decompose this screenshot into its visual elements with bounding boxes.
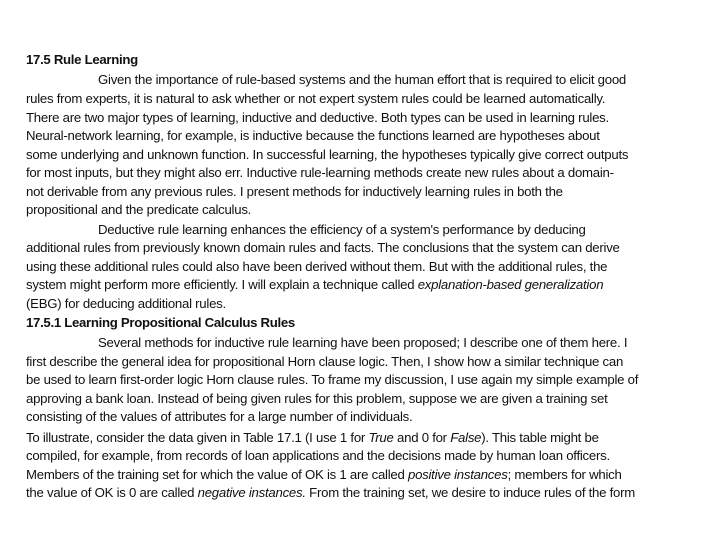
text-line — [26, 466, 622, 484]
text-span: Members of the training set for which the value of OK is 1 are called — [26, 467, 408, 482]
italic-term: explanation-based generalization — [417, 277, 604, 292]
text-line: using these additional rules could also have been derived without them. But with the additional rules, the — [26, 259, 608, 274]
text-line: propositional and the predicate calculus. — [26, 202, 252, 217]
text-span: ). This table might be — [481, 430, 599, 445]
text-span: system might perform more efficiently. I will explain a technique called — [26, 277, 418, 292]
text-line: Given the importance of rule-based systems and the human effort that is required to elicit good — [98, 72, 626, 87]
italic-term: False — [450, 430, 482, 445]
text-line: approving a bank loan. Instead of being given rules for this problem, suppose we are given a training set — [26, 391, 608, 406]
text-line: some underlying and unknown function. In successful learning, the hypotheses typically give correct outputs — [26, 147, 629, 162]
text-line: Deductive rule learning enhances the efficiency of a system's performance by deducing — [98, 222, 586, 237]
text-line: There are two major types of learning, inductive and deductive. Both types can be used in learning rules. — [26, 110, 609, 125]
text-span: and 0 for — [393, 430, 451, 445]
text-span: the value of OK is 0 are called — [26, 485, 198, 500]
text-line: for most inputs, but they might also err. Inductive rule-learning methods create new rules about a domain- — [26, 165, 614, 180]
italic-term: negative instances. — [197, 485, 306, 500]
text-span: From the training set, we desire to induce rules of the form — [305, 485, 636, 500]
italic-term: positive instances — [407, 467, 508, 482]
text-line: Neural-network learning, for example, is inductive because the functions learned are hypotheses about — [26, 128, 600, 143]
subsection-heading: 17.5.1 Learning Propositional Calculus Rules — [26, 315, 295, 330]
text-line: not derivable from any previous rules. I present methods for inductively learning rules in both the — [26, 184, 563, 199]
text-span: To illustrate, consider the data given in Table 17.1 (I use 1 for — [26, 430, 369, 445]
italic-term: True — [368, 430, 394, 445]
text-line: first describe the general idea for propositional Horn clause logic. Then, I show how a similar technique can — [26, 354, 624, 369]
text-line: consisting of the values of attributes for a large number of individuals. — [26, 409, 413, 424]
text-span: ; members for which — [507, 467, 622, 482]
text-line: Several methods for inductive rule learning have been proposed; I describe one of them here. I — [98, 335, 628, 350]
text-line: (EBG) for deducing additional rules. — [26, 296, 226, 311]
text-line — [26, 484, 635, 502]
section-heading: 17.5 Rule Learning — [26, 52, 138, 67]
text-line: be used to learn first-order logic Horn clause rules. To frame my discussion, I use again my simple example of — [26, 372, 639, 387]
text-line — [26, 429, 599, 447]
text-line — [26, 276, 603, 294]
text-line: additional rules from previously known domain rules and facts. The conclusions that the system can derive — [26, 240, 620, 255]
text-line: rules from experts, it is natural to ask whether or not expert system rules could be learned automatically. — [26, 91, 606, 106]
text-line: compiled, for example, from records of loan applications and the decisions made by human loan officers. — [26, 448, 610, 463]
